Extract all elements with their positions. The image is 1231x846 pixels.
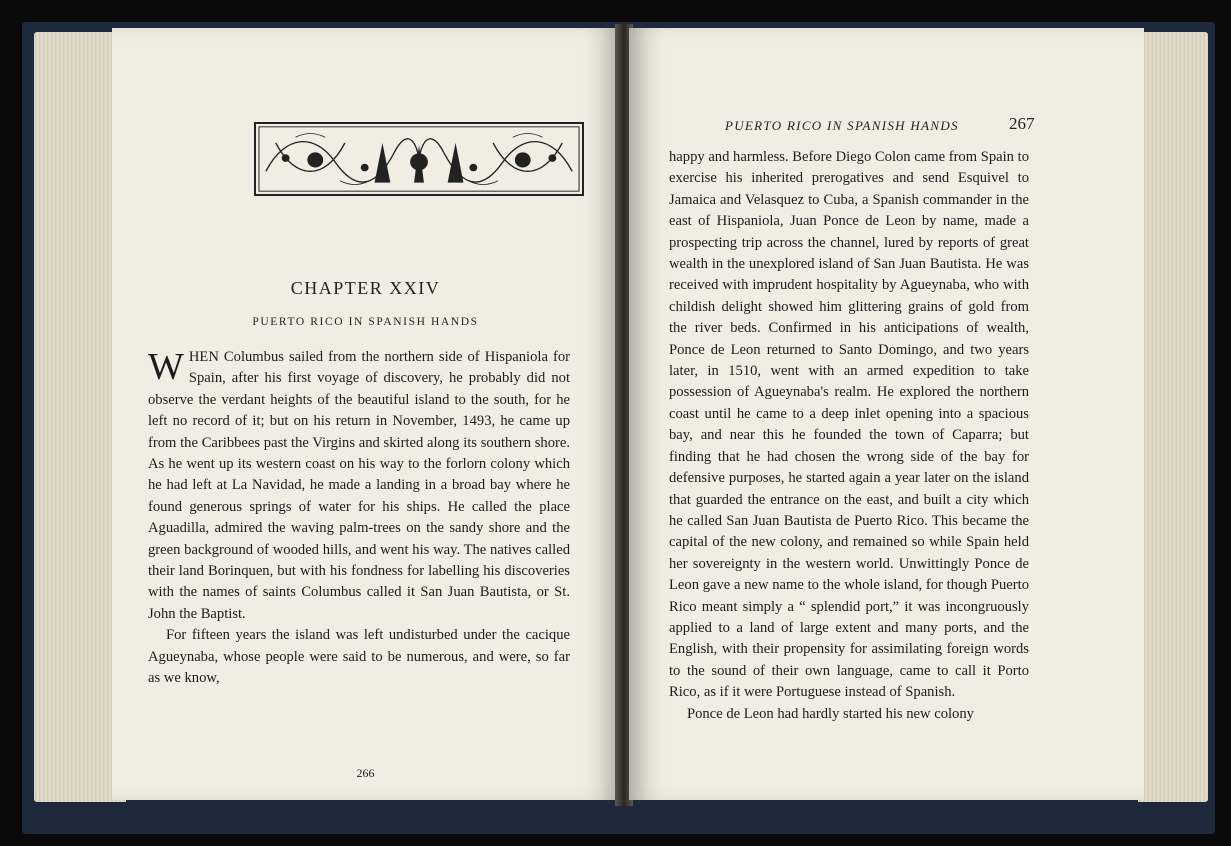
- right-page-body: [669, 147, 1029, 725]
- right-page: [629, 28, 1144, 800]
- running-head: PUERTO RICO IN SPANISH HANDS: [725, 118, 959, 133]
- page-edges-right: [1138, 32, 1208, 802]
- left-page-body: [148, 347, 570, 690]
- page-number-left: 266: [356, 766, 375, 780]
- chapter-heading: CHAPTER XXIV: [290, 278, 441, 298]
- drop-cap: W: [148, 346, 184, 388]
- decorative-headpiece-ornament: [254, 122, 584, 196]
- paragraph-1: happy and harmless. Before Diego Colon came from Spain to exercise his inherited prerogatives and send Esquivel to Jamaica and Velasquez to Cuba, a Spanish commander in the east of Hispaniola, Juan Ponce de Leon by name, made a prospecting trip across the channel, lured by reports of great wealth in the unexplored island of San Juan Bautista. He was received with imprudent hospitality by Agueynaba, who with childish delight showed him glittering grains of gold from the river beds. Confirmed in his anticipations of wealth, Ponce de Leon returned to Santo Domingo, and two years later, in 1510, went with an armed expedition to take possession of Agueynaba's realm. He explored the northern coast until he came to a deep inlet opening into a spacious bay, and near this he founded the town of Caparra; but finding that he had chosen the wrong side of the bay for defensive purposes, he started again a year later on the island that guarded the entrance on the east, and built a city which he called San Juan Bautista de Puerto Rico. This became the capital of the new colony, and remained so while Spain held her sovereignty in the western world. Unwittingly Ponce de Leon gave a new name to the whole island, for though Puerto Rico meant simply a “ splendid port,” it was incongruously applied to a land of large extent and many ports, and the English, with their propensity for assimilating foreign words to the sound of their own language, came to call it Porto Rico, as if it were Portuguese instead of Spanish.: [669, 149, 1029, 701]
- paragraph-1: [148, 347, 570, 625]
- page-number-right: 267: [1009, 114, 1035, 133]
- left-page: [112, 28, 619, 800]
- paragraph-1-text: HEN Columbus sailed from the northern side of Hispaniola for Spain, after his first voyage of discovery, he probably did not observe the verdant heights of the beautiful island to the south, for he left no record of it; but on his return in November, 1493, he came up from the Caribbees past the Virgins and skirted along its southern shore. As he went up its western coast on his way to the forlorn colony which he had left at La Navidad, he made a landing in a broad bay where he found generous springs of water for his ships. He called the place Aguadilla, admired the waving palm-trees on the sandy shore and the green background of wooded hills, and went his way. The natives called their land Borinquen, but with his fondness for labelling his discoveries with the names of saints Columbus called it San Juan Bautista, or St. John the Baptist.: [148, 349, 570, 622]
- paragraph-2: For fifteen years the island was left undisturbed under the cacique Agueynaba, whose people were said to be numerous, and were, so far as we know,: [148, 627, 570, 687]
- chapter-title: PUERTO RICO IN SPANISH HANDS: [252, 316, 479, 328]
- paragraph-2: Ponce de Leon had hardly started his new colony: [687, 705, 974, 722]
